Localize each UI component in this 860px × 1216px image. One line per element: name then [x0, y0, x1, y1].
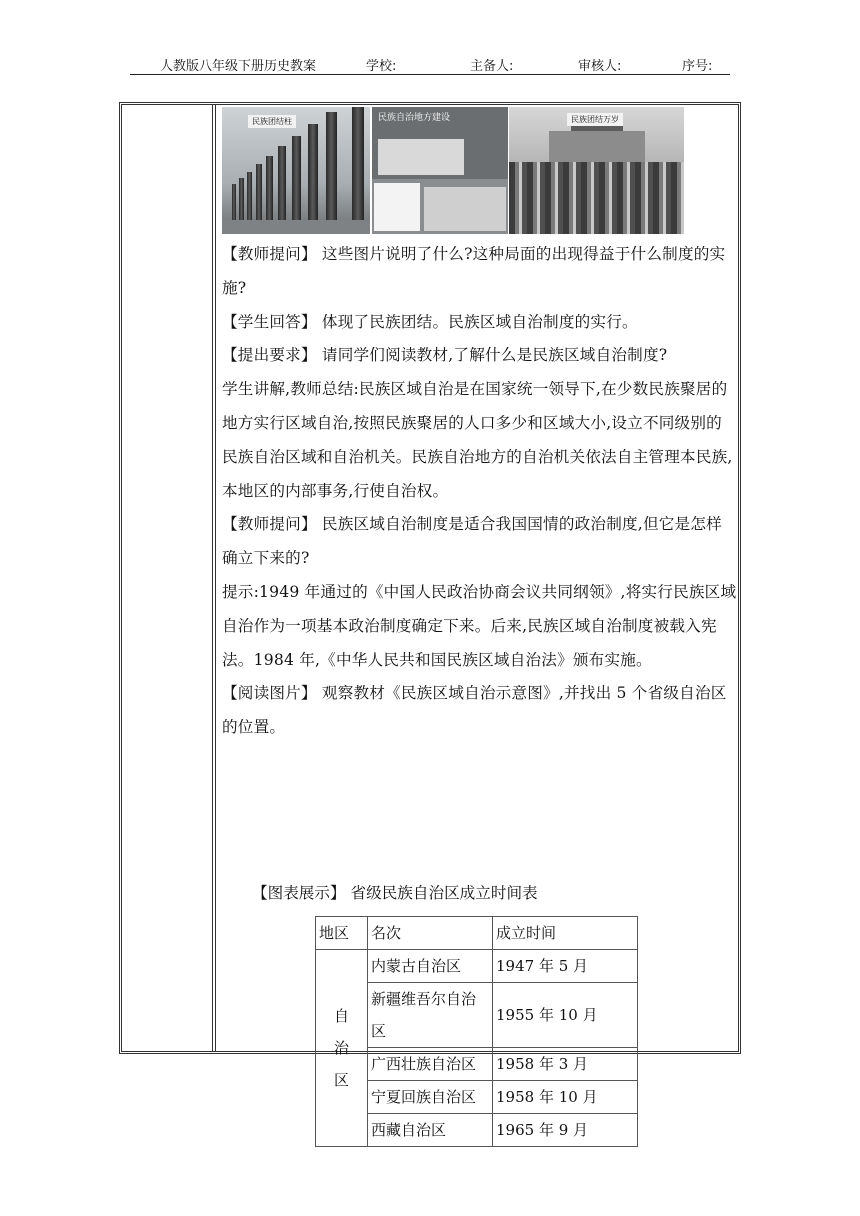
photo3-caption: 民族团结万岁 [567, 113, 623, 126]
preparer-label: 主备人: [470, 59, 514, 74]
table-title: 【图表展示】 省级民族自治区成立时间表 [252, 884, 538, 902]
header-cell: 名次 [368, 917, 493, 950]
paragraph: 【教师提问】 民族区域自治制度是适合我国国情的政治制度,但它是怎样确立下来的? [222, 515, 722, 568]
paragraph: 【教师提问】 这些图片说明了什么?这种局面的出现得益于什么制度的实施? [222, 245, 726, 297]
paragraph: 提示:1949 年通过的《中国人民政治协商会议共同纲领》,将实行民族区域自治作为一项基本政治制度确定下来。后来,民族区域自治制度被载入宪法。1984 年,《中华人民共和国民族区域自治法》颁布实施。 [222, 582, 737, 669]
region-name: 西藏自治区 [368, 1114, 493, 1147]
paragraph: 【阅读图片】 观察教材《民族区域自治示意图》,并找出 5 个省级自治区的位置。 [222, 684, 727, 737]
page-header [130, 52, 730, 75]
header-cell: 成立时间 [493, 917, 638, 950]
table-row [316, 950, 638, 983]
region-name: 宁夏回族自治区 [368, 1081, 493, 1114]
photo2-caption: 民族自治地方建设 [378, 113, 451, 123]
photo-autonomy-construction [372, 107, 508, 234]
region-name: 新疆维吾尔自治区 [368, 983, 493, 1048]
category-char: 自 [333, 1007, 349, 1025]
header-cell: 地区 [316, 917, 368, 950]
region-name: 广西壮族自治区 [368, 1048, 493, 1081]
document-title: 人教版八年级下册历史教案 [160, 59, 317, 74]
region-date: 1958 年 10 月 [493, 1081, 638, 1114]
photo-long-live-unity [509, 107, 684, 234]
photo-unity-pillars [222, 107, 370, 234]
autonomous-regions-table [315, 916, 638, 1147]
lesson-table [119, 102, 741, 1139]
lesson-text [222, 238, 737, 745]
region-date: 1947 年 5 月 [493, 950, 638, 983]
category-cell [316, 950, 368, 1147]
region-date: 1955 年 10 月 [493, 983, 638, 1048]
reviewer-label: 审核人: [578, 59, 622, 74]
region-date: 1965 年 9 月 [493, 1114, 638, 1147]
region-date: 1958 年 3 月 [493, 1048, 638, 1081]
paragraph: 【提出要求】 请同学们阅读教材,了解什么是民族区域自治制度? [222, 346, 668, 365]
paragraph: 【学生回答】 体现了民族团结。民族区域自治制度的实行。 [222, 312, 638, 331]
region-name: 内蒙古自治区 [368, 950, 493, 983]
serial-label: 序号: [682, 59, 713, 74]
photo1-caption: 民族团结柱 [248, 115, 296, 128]
category-char: 治 [333, 1039, 349, 1057]
category-char: 区 [333, 1071, 349, 1089]
table-header-row [316, 917, 638, 950]
paragraph: 学生讲解,教师总结:民族区域自治是在国家统一领导下,在少数民族聚居的地方实行区域自治,按照民族聚居的人口多少和区域大小,设立不同级别的民族自治区域和自治机关。民族自治地方的自治机关依法自主管理本民族,本地区的内部事务,行使自治权。 [222, 380, 733, 500]
column-divider [212, 105, 216, 1051]
school-label: 学校: [366, 59, 397, 74]
